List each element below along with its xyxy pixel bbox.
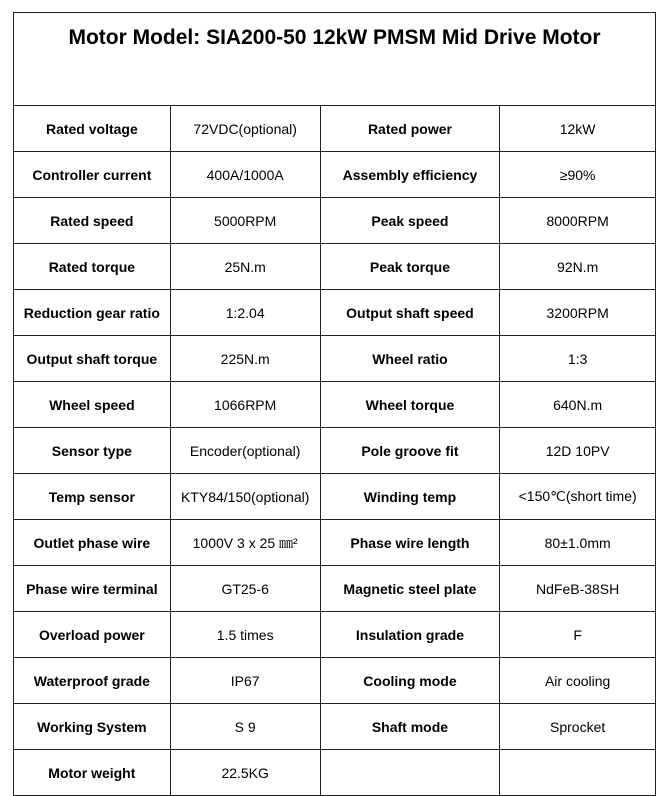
table-title: Motor Model: SIA200-50 12kW PMSM Mid Drive Motor (14, 13, 656, 106)
spec-value: 72VDC(optional) (170, 106, 320, 152)
table-row (14, 704, 656, 750)
spec-label: Overload power (14, 612, 171, 658)
table-row (14, 290, 656, 336)
spec-label: Rated speed (14, 198, 171, 244)
spec-value: 1066RPM (170, 382, 320, 428)
table-row (14, 750, 656, 796)
spec-value: 80±1.0mm (500, 520, 656, 566)
spec-label: Rated voltage (14, 106, 171, 152)
spec-label: Phase wire terminal (14, 566, 171, 612)
spec-value: 22.5KG (170, 750, 320, 796)
table-row (14, 106, 656, 152)
spec-value: IP67 (170, 658, 320, 704)
spec-label: Insulation grade (320, 612, 500, 658)
table-row (14, 474, 656, 520)
spec-label: Wheel torque (320, 382, 500, 428)
spec-label: Rated power (320, 106, 500, 152)
spec-value: KTY84/150(optional) (170, 474, 320, 520)
spec-value: Sprocket (500, 704, 656, 750)
spec-label: Temp sensor (14, 474, 171, 520)
spec-label: Magnetic steel plate (320, 566, 500, 612)
spec-value: ≥90% (500, 152, 656, 198)
spec-label (320, 750, 500, 796)
spec-table (13, 12, 656, 796)
spec-label: Assembly efficiency (320, 152, 500, 198)
spec-label: Phase wire length (320, 520, 500, 566)
table-row (14, 520, 656, 566)
table-row (14, 612, 656, 658)
spec-value: 25N.m (170, 244, 320, 290)
spec-value: 12D 10PV (500, 428, 656, 474)
spec-label: Shaft mode (320, 704, 500, 750)
spec-value: NdFeB-38SH (500, 566, 656, 612)
spec-label: Reduction gear ratio (14, 290, 171, 336)
spec-value: F (500, 612, 656, 658)
table-row (14, 152, 656, 198)
spec-value (500, 750, 656, 796)
spec-label: Sensor type (14, 428, 171, 474)
spec-value: 8000RPM (500, 198, 656, 244)
spec-value: 225N.m (170, 336, 320, 382)
table-row (14, 198, 656, 244)
spec-label: Output shaft torque (14, 336, 171, 382)
spec-label: Winding temp (320, 474, 500, 520)
spec-label: Waterproof grade (14, 658, 171, 704)
spec-label: Outlet phase wire (14, 520, 171, 566)
spec-value: Air cooling (500, 658, 656, 704)
table-row (14, 336, 656, 382)
spec-value: 5000RPM (170, 198, 320, 244)
spec-value: GT25-6 (170, 566, 320, 612)
spec-label: Pole groove fit (320, 428, 500, 474)
spec-value: <150℃(short time) (500, 474, 656, 520)
spec-label: Wheel speed (14, 382, 171, 428)
table-row (14, 428, 656, 474)
spec-label: Cooling mode (320, 658, 500, 704)
spec-label: Peak speed (320, 198, 500, 244)
spec-label: Rated torque (14, 244, 171, 290)
table-row (14, 244, 656, 290)
spec-label: Motor weight (14, 750, 171, 796)
spec-value: 1.5 times (170, 612, 320, 658)
spec-value: 3200RPM (500, 290, 656, 336)
table-row (14, 566, 656, 612)
spec-label: Output shaft speed (320, 290, 500, 336)
spec-label: Peak torque (320, 244, 500, 290)
spec-value: 92N.m (500, 244, 656, 290)
spec-value: S 9 (170, 704, 320, 750)
spec-value: Encoder(optional) (170, 428, 320, 474)
spec-label: Controller current (14, 152, 171, 198)
table-row (14, 382, 656, 428)
spec-value: 1:2.04 (170, 290, 320, 336)
spec-value: 1000V 3 x 25 ㎜² (170, 520, 320, 566)
spec-value: 12kW (500, 106, 656, 152)
table-row (14, 658, 656, 704)
spec-value: 400A/1000A (170, 152, 320, 198)
spec-value: 640N.m (500, 382, 656, 428)
spec-label: Working System (14, 704, 171, 750)
spec-value: 1:3 (500, 336, 656, 382)
spec-label: Wheel ratio (320, 336, 500, 382)
